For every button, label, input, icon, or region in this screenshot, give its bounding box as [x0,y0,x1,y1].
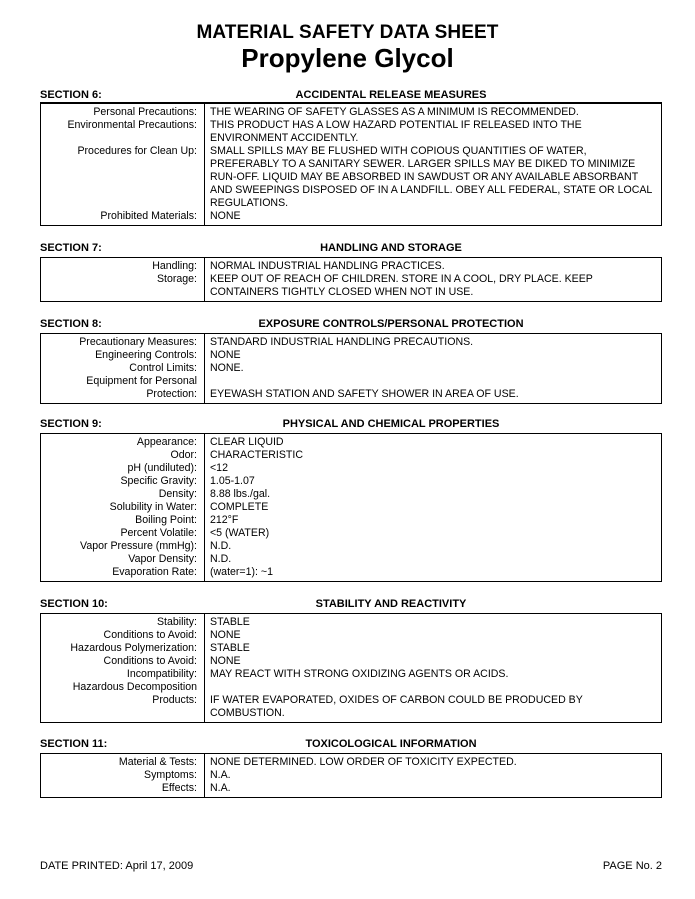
field-value: CLEAR LIQUID [210,436,284,448]
section-title: EXPOSURE CONTROLS/PERSONAL PROTECTION [258,318,524,330]
field-value: CHARACTERISTIC [210,449,303,461]
field-value: (water=1): ~1 [210,566,274,578]
page-number: PAGE No. 2 [602,860,662,872]
field-label: Effects: [161,782,197,794]
field-value: STABLE [210,642,250,654]
field-label: Personal Precautions: [93,106,197,118]
field-value: STABLE [210,616,250,628]
field-label: Hazardous Polymerization: [70,642,197,654]
section-header [40,318,662,331]
field-value: COMPLETE [210,501,269,513]
field-row [41,336,661,349]
section-content-box [40,753,662,798]
field-label: Specific Gravity: [120,475,197,487]
section-7 [40,242,662,302]
section-number: SECTION 10: [40,598,108,610]
field-label: Incompatibility: [126,668,197,680]
field-row [41,681,661,694]
field-value: KEEP OUT OF REACH OF CHILDREN. STORE IN A COOL, DRY PLACE. KEEP CONTAINERS TIGHTLY CLOSED WHEN NOT IN USE. [210,273,593,298]
field-label: Symptoms: [144,769,197,781]
field-value: THE WEARING OF SAFETY GLASSES AS A MINIMUM IS RECOMMENDED. [210,106,579,118]
field-row [41,629,661,642]
field-row [41,119,661,145]
field-value: N.A. [210,782,231,794]
field-label: Handling: [152,260,197,272]
field-row [41,488,661,501]
field-row [41,273,661,299]
column-divider [204,334,205,403]
field-label: Conditions to Avoid: [103,655,197,667]
field-row [41,475,661,488]
field-label: Solubility in Water: [109,501,197,513]
field-value: NONE [210,629,241,641]
section-header [40,418,662,431]
field-value: SMALL SPILLS MAY BE FLUSHED WITH COPIOUS QUANTITIES OF WATER, PREFERABLY TO A SANITARY SEWER. LARGER SPILLS MAY BE DIKED TO MINIMIZE RUN-OFF. LIQUID MAY BE ABSORBED IN SAWDUST OR ANY AVAILABLE ABSORBANT AND SWEEPINGS DISPOSED OF IN A LANDFILL. OBEY ALL FEDERAL, STATE OR LOCAL REGULATIONS. [210,145,652,209]
field-value: N.D. [210,553,232,565]
field-row [41,668,661,681]
field-row [41,349,661,362]
section-9 [40,418,662,582]
field-value: NONE. [210,362,244,374]
product-name: Propylene Glycol [241,43,454,73]
field-label: Equipment for Personal [86,375,197,387]
field-label: Percent Volatile: [120,527,197,539]
section-11 [40,738,662,798]
column-divider [204,258,205,301]
field-row [41,655,661,668]
field-label: Density: [158,488,197,500]
field-value: 8.88 lbs./gal. [210,488,271,500]
section-6 [40,89,662,226]
section-content-box [40,103,662,226]
field-value: NONE [210,349,241,361]
field-row [41,106,661,119]
field-value: NORMAL INDUSTRIAL HANDLING PRACTICES. [210,260,445,272]
field-value: 212°F [210,514,239,526]
field-value: 1.05-1.07 [210,475,255,487]
section-title: HANDLING AND STORAGE [320,242,462,254]
field-row [41,566,661,579]
field-row [41,362,661,375]
field-value: N.D. [210,540,232,552]
field-label: Appearance: [136,436,197,448]
field-row [41,553,661,566]
section-header [40,598,662,611]
section-header [40,89,662,103]
section-title: STABILITY AND REACTIVITY [315,598,467,610]
section-10 [40,598,662,723]
field-row [41,514,661,527]
field-row [41,145,661,210]
section-number: SECTION 6: [40,89,102,101]
field-value: THIS PRODUCT HAS A LOW HAZARD POTENTIAL IF RELEASED INTO THE ENVIRONMENT ACCIDENTLY. [210,119,582,144]
field-row [41,436,661,449]
field-label: Conditions to Avoid: [103,629,197,641]
section-content-box [40,257,662,302]
field-row [41,642,661,655]
field-value: EYEWASH STATION AND SAFETY SHOWER IN AREA OF USE. [210,388,519,400]
field-value: IF WATER EVAPORATED, OXIDES OF CARBON COULD BE PRODUCED BY COMBUSTION. [210,694,583,719]
field-label: Vapor Pressure (mmHg): [80,540,197,552]
field-label: Hazardous Decomposition [72,681,197,693]
section-number: SECTION 8: [40,318,102,330]
section-content-box [40,333,662,404]
section-header [40,242,662,255]
column-divider [204,614,205,722]
field-label: Procedures for Clean Up: [77,145,197,157]
field-value: NONE [210,655,241,667]
field-value: <5 (WATER) [210,527,270,539]
field-label: Products: [152,694,197,706]
field-row [41,540,661,553]
section-title: ACCIDENTAL RELEASE MEASURES [295,89,487,101]
field-row [41,449,661,462]
field-row [41,694,661,720]
field-row [41,260,661,273]
section-content-box [40,433,662,582]
field-label: Stability: [156,616,197,628]
field-value [204,681,661,694]
field-label: Engineering Controls: [95,349,197,361]
section-number: SECTION 11: [40,738,108,750]
field-label: Evaporation Rate: [112,566,197,578]
field-label: Prohibited Materials: [100,210,197,222]
column-divider [204,104,205,225]
field-label: Precautionary Measures: [79,336,197,348]
field-value: N.A. [210,769,231,781]
section-title: TOXICOLOGICAL INFORMATION [305,738,477,750]
field-row [41,462,661,475]
field-row [41,756,661,769]
field-label: pH (undiluted): [127,462,197,474]
section-content-box [40,613,662,723]
date-printed: DATE PRINTED: April 17, 2009 [40,860,194,872]
column-divider [204,434,205,581]
field-row [41,375,661,388]
field-row [41,210,661,223]
field-label: Storage: [156,273,197,285]
field-label: Control Limits: [129,362,197,374]
field-row [41,388,661,401]
section-8 [40,318,662,404]
field-row [41,501,661,514]
section-number: SECTION 7: [40,242,102,254]
field-label: Boiling Point: [135,514,197,526]
field-label: Vapor Density: [128,553,197,565]
field-value: NONE DETERMINED. LOW ORDER OF TOXICITY EXPECTED. [210,756,517,768]
field-row [41,769,661,782]
field-value: NONE [210,210,241,222]
field-value [204,375,661,388]
field-value: STANDARD INDUSTRIAL HANDLING PRECAUTIONS. [210,336,474,348]
column-divider [204,754,205,797]
field-label: Environmental Precautions: [67,119,197,131]
field-row [41,616,661,629]
section-header [40,738,662,751]
field-value: <12 [210,462,228,474]
field-label: Material & Tests: [118,756,197,768]
section-title: PHYSICAL AND CHEMICAL PROPERTIES [282,418,500,430]
field-row [41,527,661,540]
field-label: Protection: [146,388,197,400]
field-label: Odor: [170,449,197,461]
document-title: MATERIAL SAFETY DATA SHEET [196,22,499,43]
field-row [41,782,661,795]
section-number: SECTION 9: [40,418,102,430]
field-value: MAY REACT WITH STRONG OXIDIZING AGENTS OR ACIDS. [210,668,509,680]
